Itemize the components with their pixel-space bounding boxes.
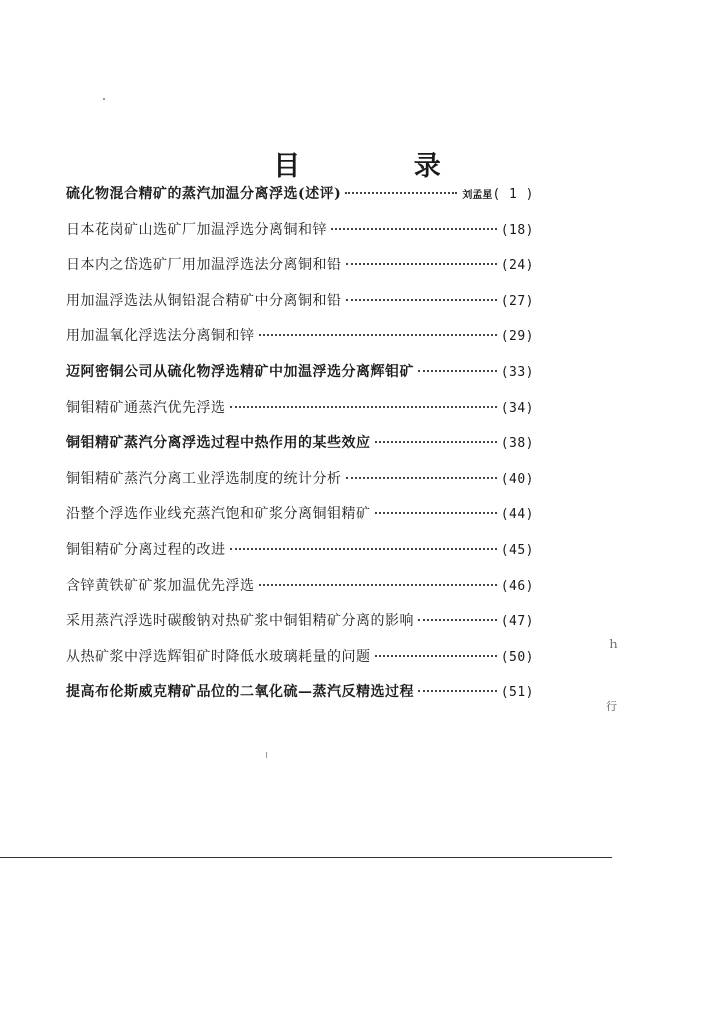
toc-entry-title: 用加温浮选法从铜铅混合精矿中分离铜和铅 [66, 292, 342, 309]
dot-leader [345, 192, 457, 194]
page-title: 目 录 [273, 151, 493, 183]
toc-entry-title: 含锌黄铁矿矿浆加温优先浮选 [66, 577, 255, 594]
toc-entry [66, 362, 534, 398]
toc-entry-page: (46) [500, 578, 534, 594]
toc-entry [66, 682, 534, 718]
toc-entry-page: (18) [500, 222, 534, 238]
toc-entry-title: 铜钼精矿蒸汽分离工业浮选制度的统计分析 [66, 470, 342, 487]
dot-leader [331, 228, 497, 230]
dot-leader [418, 370, 497, 372]
table-of-contents [66, 184, 534, 718]
toc-entry [66, 433, 534, 469]
toc-entry-page: (34) [500, 400, 534, 416]
toc-entry [66, 540, 534, 576]
dot-leader [346, 263, 497, 265]
toc-entry [66, 469, 534, 505]
toc-entry [66, 398, 534, 434]
toc-entry-page: (50) [500, 649, 534, 665]
dot-leader [259, 584, 497, 586]
toc-entry-page: (27) [500, 293, 534, 309]
toc-entry [66, 255, 534, 291]
toc-entry-title: 用加温氧化浮选法分离铜和锌 [66, 328, 255, 345]
toc-entry-title: 迈阿密铜公司从硫化物浮选精矿中加温浮选分离辉钼矿 [66, 363, 414, 380]
toc-entry-title: 硫化物混合精矿的蒸汽加温分离浮选(述评) [66, 186, 342, 202]
toc-entry [66, 326, 534, 362]
toc-entry [66, 184, 534, 220]
dot-leader [375, 512, 497, 514]
toc-entry-title: 日本内之岱选矿厂用加温浮选法分离铜和铅 [66, 257, 342, 274]
dot-leader [375, 441, 497, 443]
toc-entry-page: (24) [500, 258, 534, 274]
toc-entry-title: 日本花岗矿山选矿厂加温浮选分离铜和锌 [66, 221, 327, 238]
dot-leader [418, 619, 497, 621]
toc-entry-page: (51) [500, 685, 534, 701]
toc-entry-title: 铜钼精矿分离过程的改进 [66, 541, 226, 558]
dot-leader [418, 690, 497, 692]
toc-entry-page: ( 1 ) [492, 187, 534, 202]
toc-entry [66, 647, 534, 683]
toc-entry-author: 刘孟星 [462, 190, 493, 201]
horizontal-rule [0, 857, 612, 858]
toc-entry-page: (44) [500, 507, 534, 523]
toc-entry-title: 铜钼精矿通蒸汽优先浮选 [66, 399, 226, 416]
toc-entry-page: (40) [500, 471, 534, 487]
dot-leader [375, 655, 497, 657]
toc-entry-page: (38) [500, 436, 534, 452]
toc-entry-page: (29) [500, 329, 534, 345]
toc-entry [66, 504, 534, 540]
toc-entry-page: (33) [500, 364, 534, 380]
toc-entry [66, 220, 534, 256]
toc-entry-title: 沿整个浮选作业线充蒸汽饱和矿浆分离铜钼精矿 [66, 506, 371, 523]
toc-entry [66, 611, 534, 647]
margin-mark: ｈ [608, 638, 619, 651]
dot-leader [259, 334, 497, 336]
toc-entry-title: 从热矿浆中浮选辉钼矿时降低水玻璃耗量的问题 [66, 648, 371, 665]
scan-speck [266, 752, 267, 758]
toc-entry [66, 291, 534, 327]
scan-speck [103, 98, 105, 100]
dot-leader [346, 477, 497, 479]
dot-leader [346, 299, 497, 301]
toc-entry-page: (47) [500, 614, 534, 630]
toc-entry-title: 铜钼精矿蒸汽分离浮选过程中热作用的某些效应 [66, 435, 371, 452]
dot-leader [230, 406, 497, 408]
toc-entry-title: 提高布伦斯威克精矿品位的二氧化硫—蒸汽反精选过程 [66, 684, 414, 701]
toc-entry-title: 采用蒸汽浮选时碳酸钠对热矿浆中铜钼精矿分离的影响 [66, 613, 414, 630]
toc-entry [66, 576, 534, 612]
toc-entry-page: (45) [500, 542, 534, 558]
dot-leader [230, 548, 497, 550]
margin-mark: 行 [606, 700, 617, 713]
